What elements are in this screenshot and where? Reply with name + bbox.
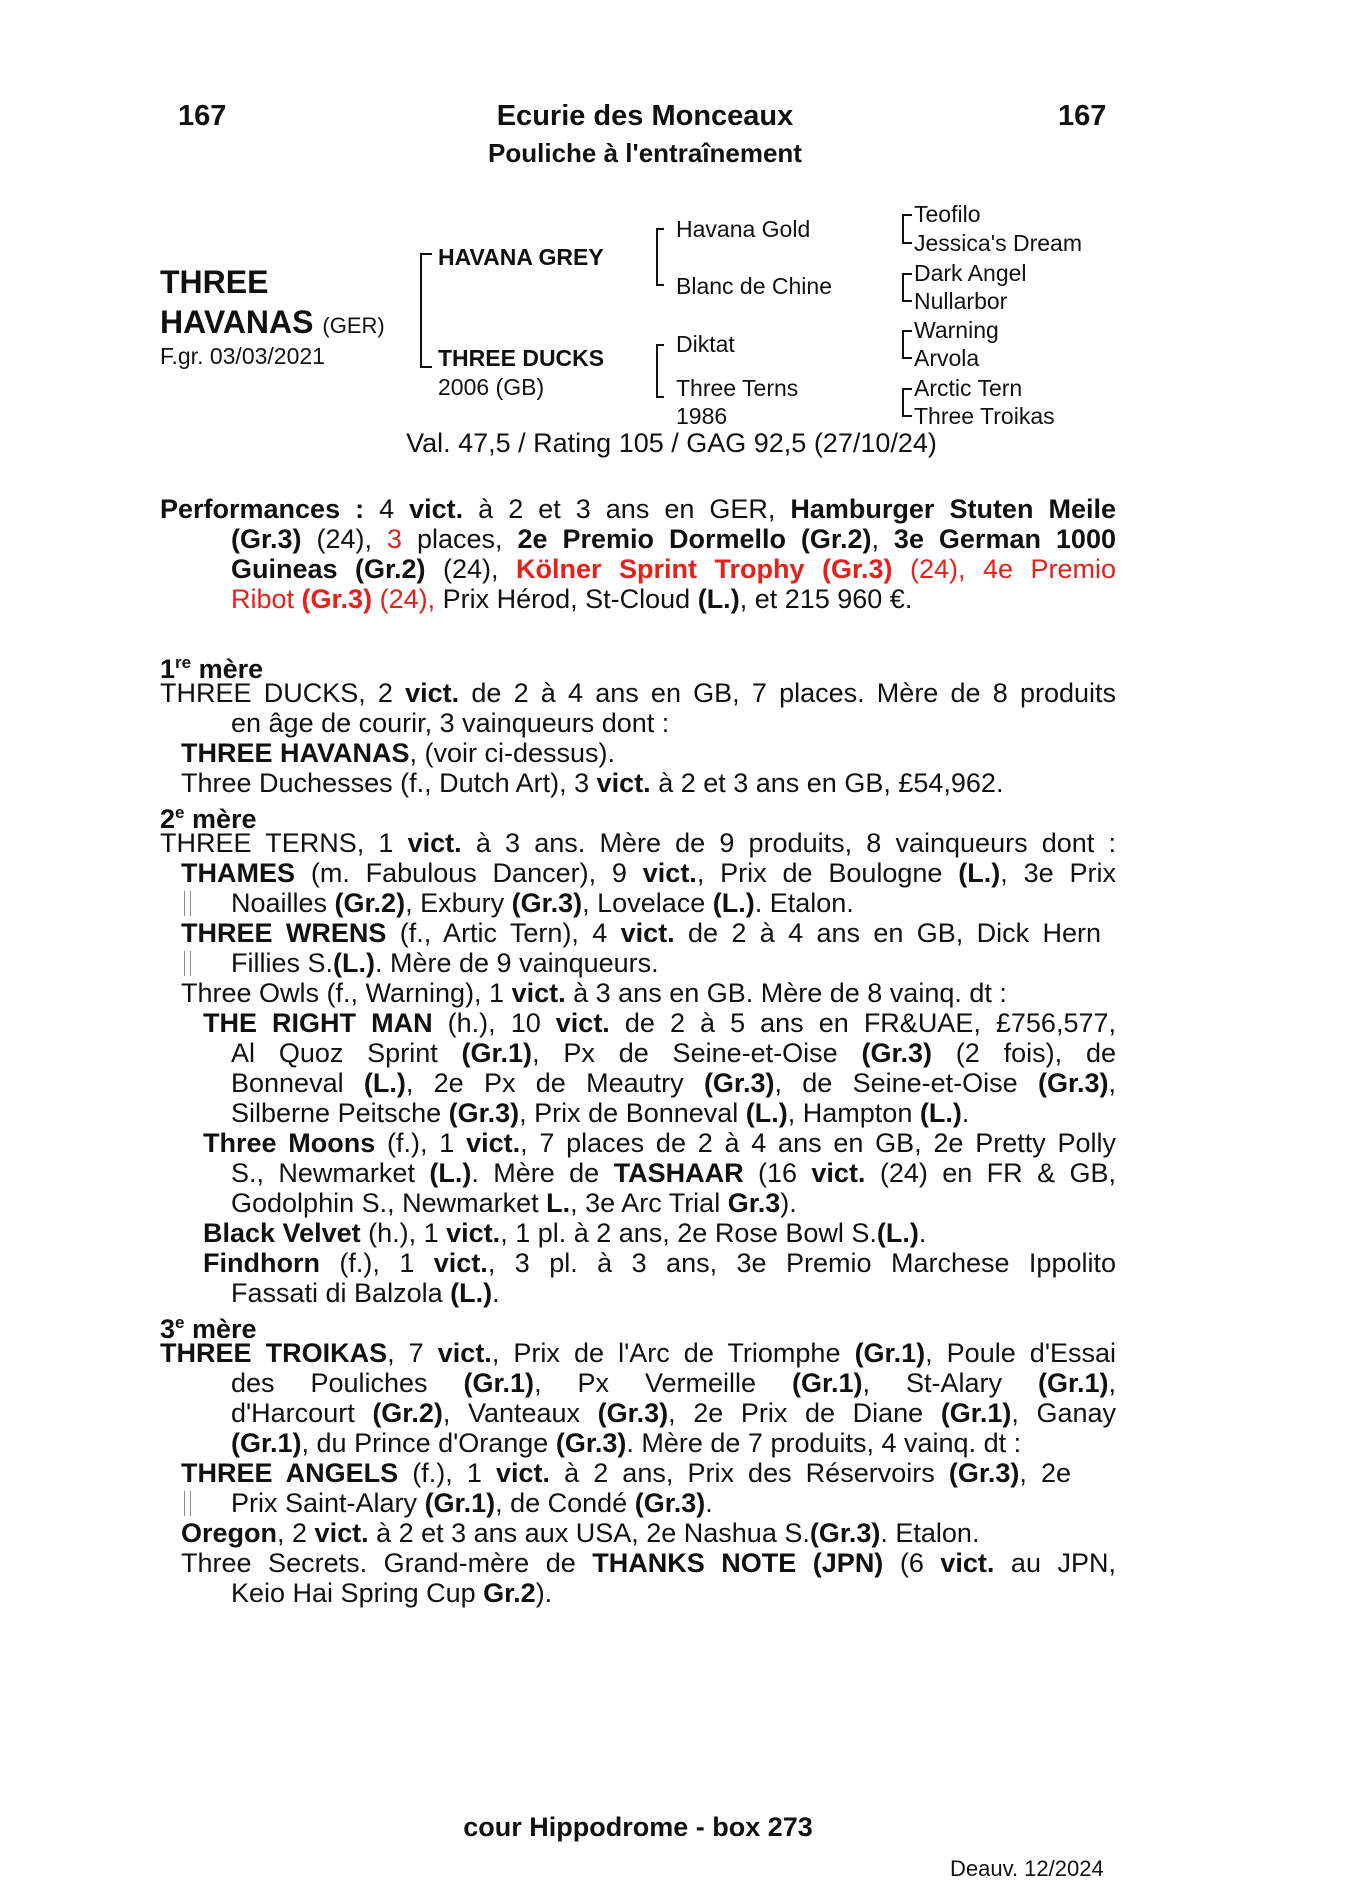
pedigree-dam-dam: Three Terns xyxy=(676,375,799,401)
horse-name-line1: THREE xyxy=(160,264,269,300)
pedigree-g7: Arctic Tern xyxy=(914,375,1023,401)
pedigree-dam-dam-year: 1986 xyxy=(676,403,728,429)
horse-status: Pouliche à l'entraînement xyxy=(488,138,802,168)
pedigree-g4: Nullarbor xyxy=(914,288,1008,314)
pedigree-dam: THREE DUCKS xyxy=(438,345,605,371)
horse-name xyxy=(160,262,385,346)
lot-number-left: 167 xyxy=(178,100,227,132)
pedigree-g5: Warning xyxy=(914,317,999,343)
lot-number-right: 167 xyxy=(1058,100,1107,132)
pedigree-g1: Teofilo xyxy=(914,201,981,227)
pedigree-sire-dam: Blanc de Chine xyxy=(676,273,832,299)
pedigree-g8: Three Troikas xyxy=(914,403,1055,429)
section-second-dam: 2e mère xyxy=(160,803,257,834)
pedigree-g2: Jessica's Dream xyxy=(914,230,1082,256)
section-first-dam: 1re mère xyxy=(160,653,264,684)
pedigree-g6: Arvola xyxy=(914,345,980,371)
sale-reference: Deauv. 12/2024 xyxy=(950,1856,1104,1881)
pedigree-dam-year: 2006 (GB) xyxy=(438,374,545,400)
ratings-line: Val. 47,5 / Rating 105 / GAG 92,5 (27/10/24) xyxy=(406,428,937,458)
pedigree-dam-sire: Diktat xyxy=(676,331,735,357)
pedigree-sire: HAVANA GREY xyxy=(438,244,604,270)
stable-location: cour Hippodrome - box 273 xyxy=(463,1812,813,1842)
owner-name: Ecurie des Monceaux xyxy=(496,100,794,132)
pedigree-g3: Dark Angel xyxy=(914,260,1027,286)
pedigree-sire-sire: Havana Gold xyxy=(676,216,811,242)
horse-country: (GER) xyxy=(322,313,385,338)
horse-name-line2: HAVANAS (GER) xyxy=(160,304,385,340)
horse-details: F.gr. 03/03/2021 xyxy=(160,343,325,369)
section-third-dam: 3e mère xyxy=(160,1313,257,1344)
